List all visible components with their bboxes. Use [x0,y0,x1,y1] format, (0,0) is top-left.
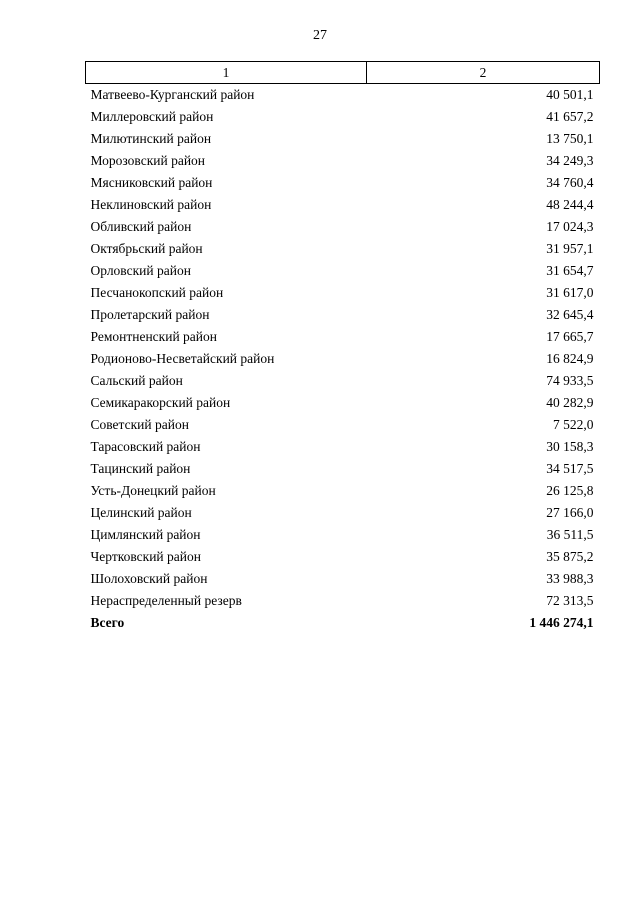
district-name: Тацинский район [90,461,191,476]
column-header-2: 2 [367,62,600,84]
district-value: 32 645,4 [546,307,594,322]
district-value: 74 933,5 [546,373,594,388]
district-value: 48 244,4 [546,197,594,212]
total-row [86,612,600,634]
table-row [86,348,600,370]
district-name: Ремонтненский район [90,329,217,344]
district-name: Неклиновский район [90,197,212,212]
page-number: 27 [313,28,327,43]
table-row [86,458,600,480]
district-value: 31 654,7 [546,263,594,278]
table-row [86,304,600,326]
district-name: Родионово-Несветайский район [90,351,275,366]
table-row [86,502,600,524]
district-name: Семикаракорский район [90,395,231,410]
table-row [86,106,600,128]
table-row [86,590,600,612]
district-value: 33 988,3 [546,571,594,586]
district-value: 40 501,1 [546,87,594,102]
district-name: Пролетарский район [90,307,210,322]
district-name: Песчанокопский район [90,285,224,300]
district-name: Орловский район [90,263,191,278]
district-value: 13 750,1 [546,131,594,146]
district-value: 16 824,9 [546,351,594,366]
district-name: Тарасовский район [90,439,201,454]
district-value: 30 158,3 [546,439,594,454]
district-value: 27 166,0 [546,505,594,520]
table-row [86,282,600,304]
district-value: 72 313,5 [546,593,594,608]
district-name: Морозовский район [90,153,206,168]
table-row [86,546,600,568]
district-name: Миллеровский район [90,109,214,124]
district-value: 31 617,0 [546,285,594,300]
table-row [86,172,600,194]
table-header-row [86,62,600,84]
table-row [86,238,600,260]
district-name: Цимлянский район [90,527,201,542]
district-name: Обливский район [90,219,192,234]
district-value: 26 125,8 [546,483,594,498]
district-name: Шолоховский район [90,571,208,586]
table-row [86,260,600,282]
total-label: Всего [90,615,125,630]
column-header-1: 1 [86,62,367,84]
table-row [86,326,600,348]
district-value: 34 760,4 [546,175,594,190]
table-row [86,392,600,414]
district-name: Нераспределенный резерв [90,593,242,608]
table-row [86,480,600,502]
table-row [86,150,600,172]
table-row [86,194,600,216]
table-row [86,84,600,107]
table-row [86,128,600,150]
table-row [86,436,600,458]
district-value: 35 875,2 [546,549,594,564]
table-row [86,216,600,238]
table-row [86,370,600,392]
district-value: 17 024,3 [546,219,594,234]
district-name: Советский район [90,417,189,432]
table-row [86,524,600,546]
district-name: Целинский район [90,505,192,520]
table-row [86,568,600,590]
district-value: 36 511,5 [546,527,594,542]
district-name: Чертковский район [90,549,201,564]
district-value: 34 249,3 [546,153,594,168]
district-value: 40 282,9 [546,395,594,410]
district-value: 41 657,2 [546,109,594,124]
budget-table [85,61,600,634]
table-row [86,414,600,436]
table-body [86,84,600,635]
district-value: 31 957,1 [546,241,594,256]
total-value: 1 446 274,1 [529,615,594,630]
district-name: Октябрьский район [90,241,203,256]
district-name: Мясниковский район [90,175,213,190]
district-name: Усть-Донецкий район [90,483,216,498]
district-value: 34 517,5 [546,461,594,476]
district-value: 7 522,0 [553,417,594,432]
district-name: Милютинский район [90,131,212,146]
district-value: 17 665,7 [546,329,594,344]
district-name: Матвеево-Курганский район [90,87,255,102]
district-name: Сальский район [90,373,183,388]
